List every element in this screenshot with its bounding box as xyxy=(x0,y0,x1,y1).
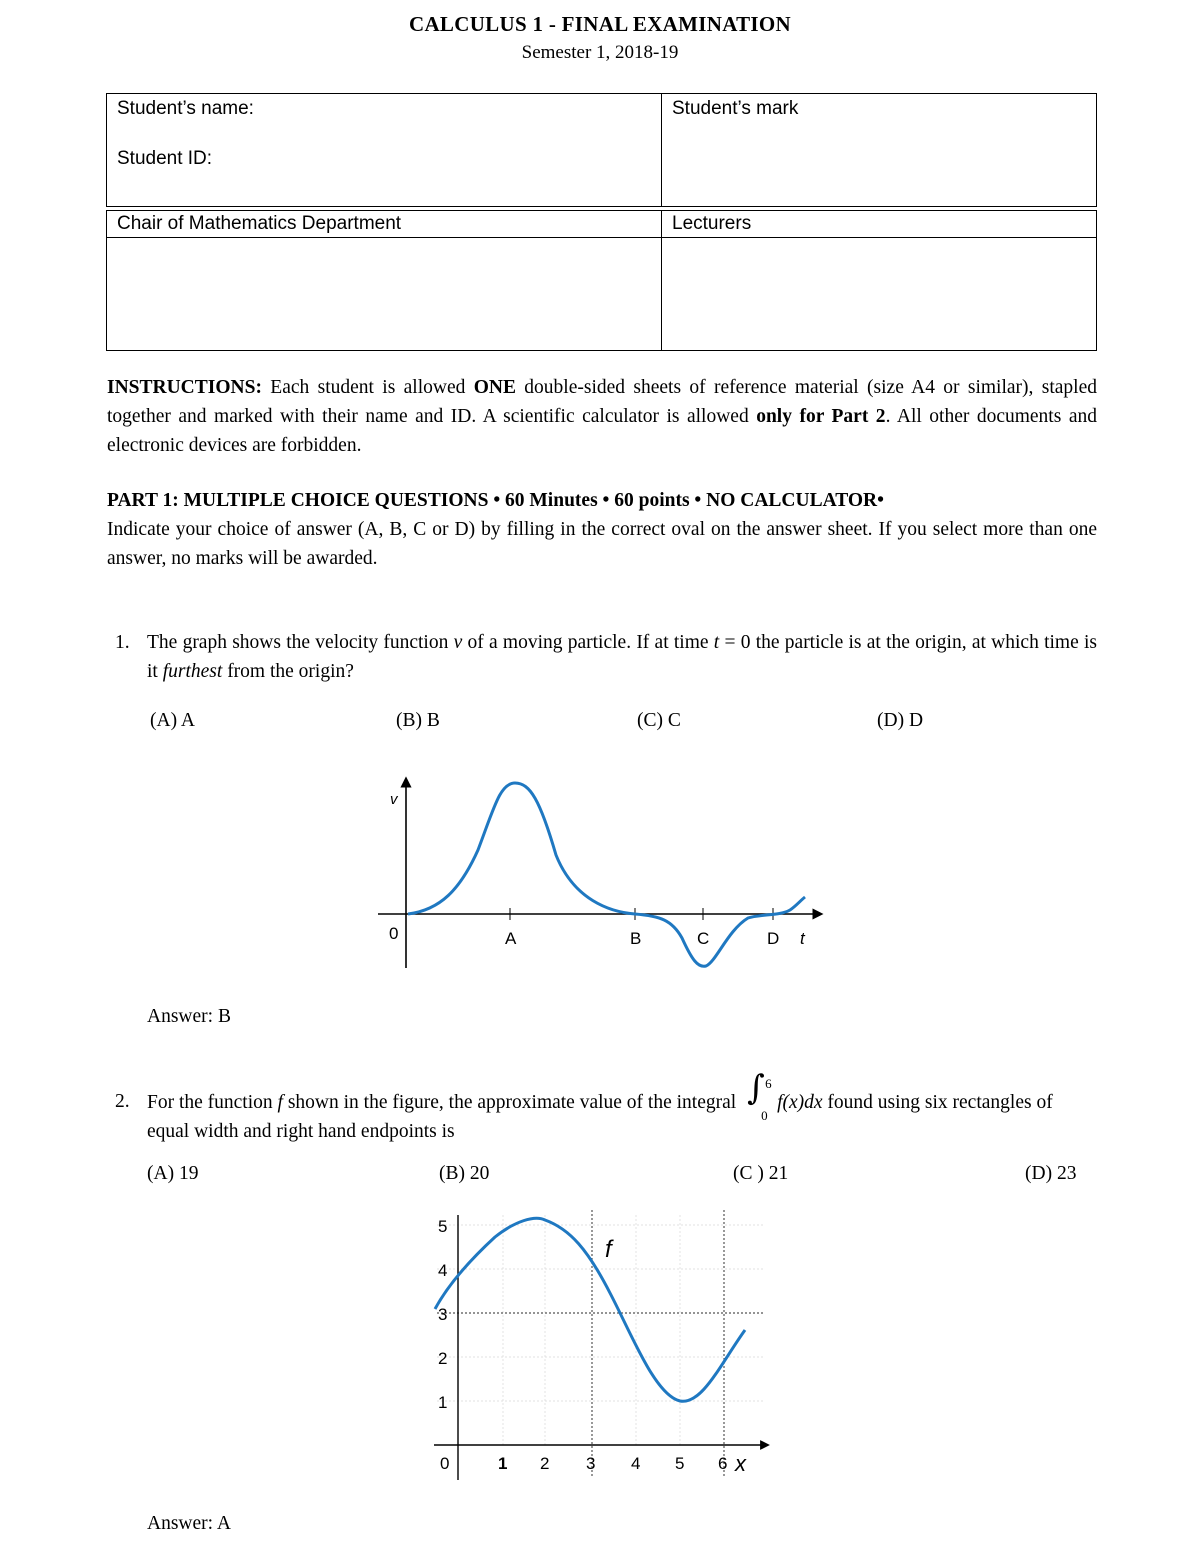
v-axis-label: v xyxy=(390,791,398,808)
x-tick-4: 4 xyxy=(631,1454,641,1473)
t-axis-label: t xyxy=(800,929,805,948)
x-tick-1: 1 xyxy=(498,1454,508,1473)
student-name-cell xyxy=(107,94,662,207)
q2-option-c: (C ) 21 xyxy=(733,1163,789,1184)
instructions-text-3: . All other documents and electronic devices are forbidden. xyxy=(107,406,1097,456)
grid xyxy=(437,1215,765,1445)
part1-heading: PART 1: MULTIPLE CHOICE QUESTIONS • 60 Minutes • 60 points • NO CALCULATOR• xyxy=(107,490,884,511)
lecturers-label-cell xyxy=(662,211,1097,238)
q1-answer: Answer: B xyxy=(147,1006,231,1027)
student-mark-cell xyxy=(662,94,1097,207)
q1-option-b: (B) B xyxy=(396,710,440,731)
q1-number: 1. xyxy=(115,632,130,653)
function-label: f xyxy=(605,1236,612,1263)
instructions-text-1: Each student is allowed xyxy=(261,377,474,398)
y-tick-3: 3 xyxy=(438,1305,448,1324)
chair-label: Chair of Mathematics Department xyxy=(117,213,402,234)
tick-label-c: C xyxy=(697,929,710,948)
student-id-label: Student ID: xyxy=(117,148,213,169)
x-tick-2: 2 xyxy=(540,1454,550,1473)
x-axis-label: x xyxy=(735,1451,746,1476)
lecturers-label: Lecturers xyxy=(672,213,752,234)
q1-text: The graph shows the velocity function v of a moving particle. If at time t = 0 the particle is at the origin, at which time is it furthest from the origin? xyxy=(147,632,1097,682)
x-tick-6: 6 xyxy=(718,1454,728,1473)
x-tick-5: 5 xyxy=(675,1454,685,1473)
chair-signature-cell xyxy=(107,238,662,351)
instructions-bold-2: only for Part 2 xyxy=(756,406,886,427)
question-2 xyxy=(115,1068,1097,1142)
integral-sign: ∫ 6 0 xyxy=(747,1068,772,1123)
student-name-label: Student’s name: xyxy=(117,98,254,119)
student-info-table xyxy=(106,93,1097,207)
x-tick-3: 3 xyxy=(586,1454,596,1473)
velocity-curve xyxy=(408,783,805,966)
x-origin-label: 0 xyxy=(440,1454,450,1473)
chair-label-cell xyxy=(107,211,662,238)
q2-option-a: (A) 19 xyxy=(147,1163,199,1184)
reference-lines xyxy=(437,1210,765,1477)
q2-answer: Answer: A xyxy=(147,1513,231,1534)
question-1 xyxy=(115,628,1097,682)
function-graph xyxy=(420,1205,780,1490)
semester-line: Semester 1, 2018-19 xyxy=(521,42,679,63)
q2-option-b: (B) 20 xyxy=(439,1163,490,1184)
tick-label-a: A xyxy=(505,929,517,948)
q2-option-d: (D) 23 xyxy=(1025,1163,1077,1184)
q2-text: For the function f shown in the figure, the approximate value of the integral ∫ 6 0 f(x)dx found using six rectangles of equal width and right hand endpoints is xyxy=(147,1068,1053,1142)
y-tick-1: 1 xyxy=(438,1393,448,1412)
instructions-paragraph xyxy=(107,373,1097,460)
y-tick-4: 4 xyxy=(438,1261,448,1280)
y-tick-5: 5 xyxy=(438,1217,448,1236)
signature-table xyxy=(106,210,1097,351)
q1-option-c: (C) C xyxy=(637,710,681,731)
q1-option-d: (D) D xyxy=(877,710,924,731)
q2-number: 2. xyxy=(115,1091,130,1112)
lecturers-signature-cell xyxy=(662,238,1097,351)
instructions-bold-1: ONE xyxy=(473,377,516,398)
exam-title: CALCULUS 1 - FINAL EXAMINATION xyxy=(409,12,791,36)
instructions-text-2: double-sided sheets of reference material (size A4 or similar), stapled together and marked with their name and ID. A scientific calculator is allowed xyxy=(107,377,1097,427)
tick-label-d: D xyxy=(767,929,780,948)
student-mark-label: Student’s mark xyxy=(672,98,799,119)
tick-label-b: B xyxy=(630,929,642,948)
part1-directions: Indicate your choice of answer (A, B, C or D) by filling in the correct oval on the answer sheet. If you select more than one answer, no marks will be awarded. xyxy=(107,519,1097,569)
origin-label: 0 xyxy=(389,924,399,943)
y-tick-2: 2 xyxy=(438,1349,448,1368)
q1-option-a: (A) A xyxy=(150,710,195,731)
velocity-graph xyxy=(360,770,840,980)
f-curve xyxy=(435,1218,745,1401)
part1-block xyxy=(107,486,1097,573)
instructions-label: INSTRUCTIONS: xyxy=(107,377,262,398)
